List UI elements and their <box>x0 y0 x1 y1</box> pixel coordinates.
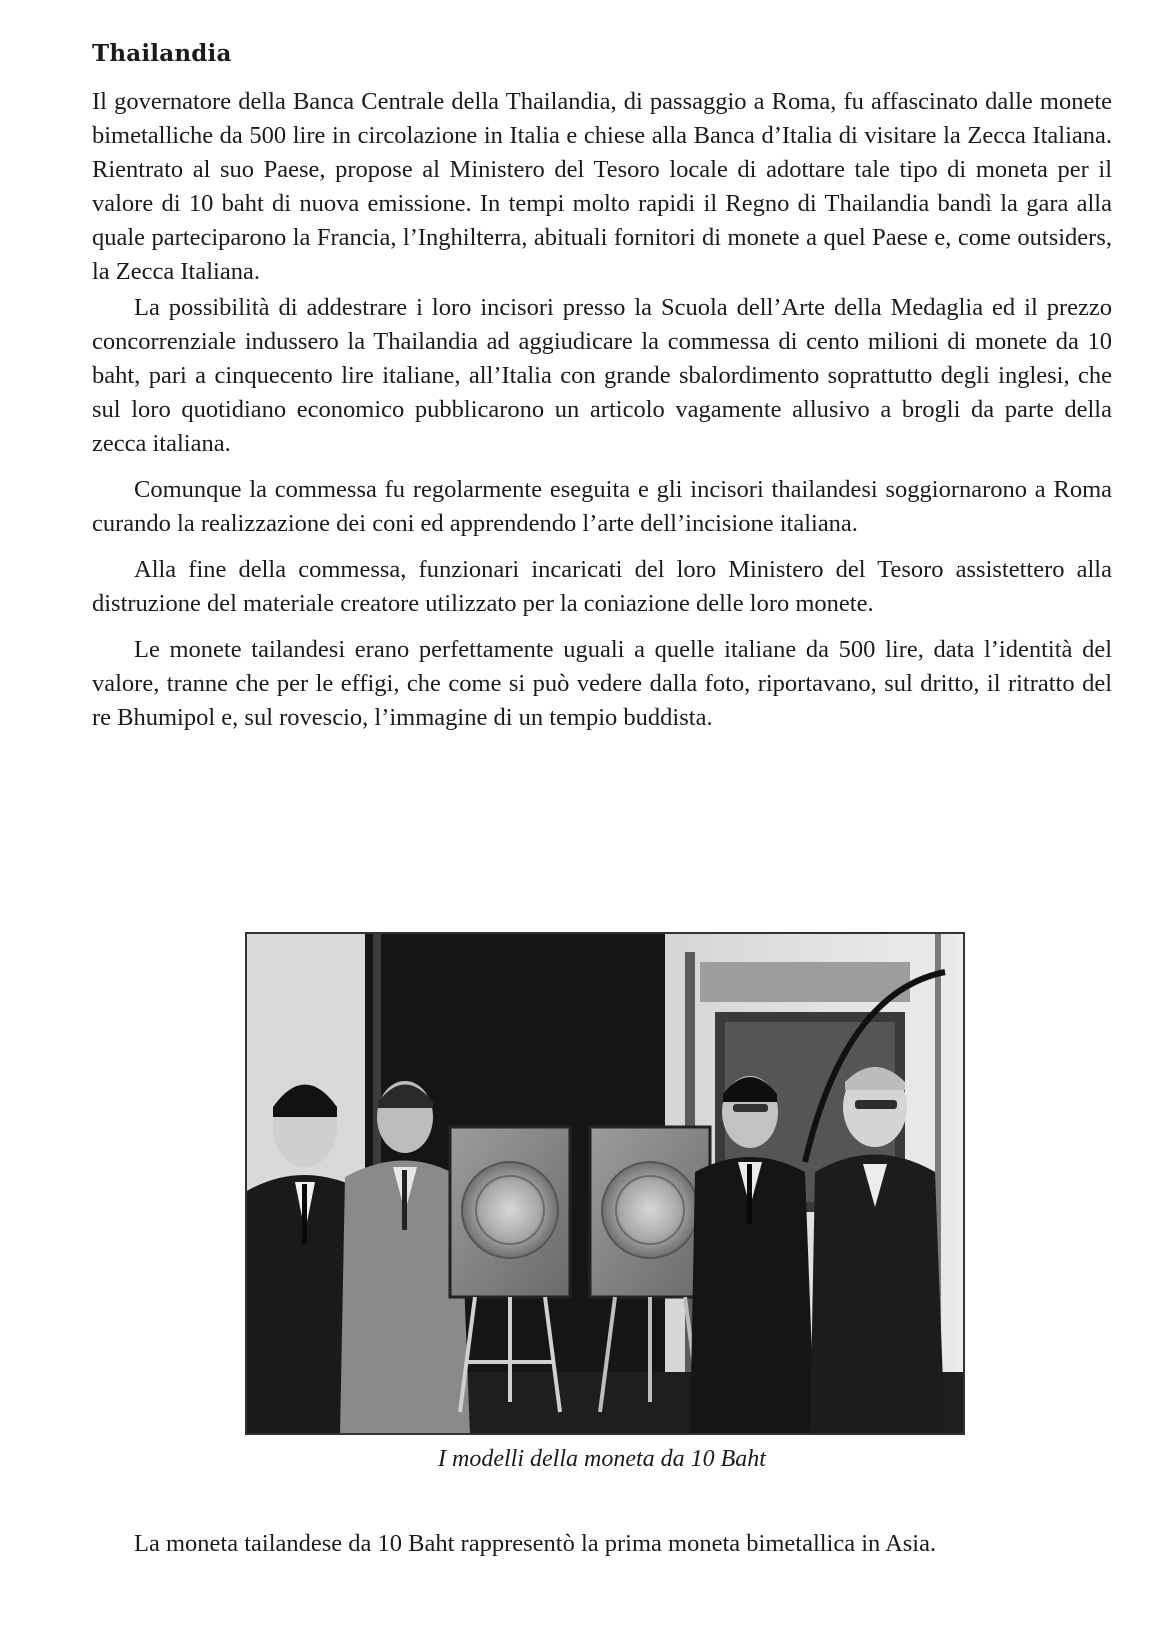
paragraph-5: Le monete tailandesi erano perfettamente uguali a quelle italiane da 500 lire, data l’identità del valore, tranne che per le effigi, che come si può vedere dalla foto, riportavano, sul dritto, il ritratto del re Bhumipol e, sul rovescio, l’immagine di un tempio buddista. <box>92 636 1112 731</box>
photo-coin-models <box>245 932 965 1435</box>
paragraph-2: La possibilità di addestrare i loro incisori presso la Scuola dell’Arte della Medaglia ed il prezzo concorrenziale indussero la Thailandia ad aggiudicare la commessa di cento milioni di monete da 10 baht, pari a cinquecento lire italiane, all’Italia con grande sbalordimento soprattutto degli inglesi, che sul loro quotidiano economico pubblicarono un articolo vagamente allusivo a brogli da parte della zecca italiana. <box>92 294 1112 457</box>
figure-caption: I modelli della moneta da 10 Baht <box>438 1446 766 1472</box>
closing-paragraph: La moneta tailandese da 10 Baht rappresentò la prima moneta bimetallica in Asia. <box>134 1530 937 1557</box>
paragraph-1: Il governatore della Banca Centrale della Thailandia, di passaggio a Roma, fu affascinato dalle monete bimetalliche da 500 lire in circolazione in Italia e chiese alla Banca d’Italia di visitare la Zecca Italiana. Rientrato al suo Paese, propose al Ministero del Tesoro locale di adottare tale tipo di moneta per il valore di 10 baht di nuova emissione. In tempi molto rapidi il Regno di Thailandia bandì la gara alla quale parteciparono la Francia, l’Inghilterra, abituali fornitori di monete a quel Paese e, come outsiders, la Zecca Italiana. <box>92 88 1112 285</box>
document-page <box>92 30 1112 735</box>
paragraph-4: Alla fine della commessa, funzionari incaricati del loro Ministero del Tesoro assistettero alla distruzione del materiale creatore utilizzato per la coniazione delle loro monete. <box>92 556 1112 617</box>
section-heading: Thailandia <box>92 40 232 67</box>
paragraph-3: Comunque la commessa fu regolarmente eseguita e gli incisori thailandesi soggiornarono a Roma curando la realizzazione dei coni ed apprendendo l’arte dell’incisione italiana. <box>92 476 1112 537</box>
